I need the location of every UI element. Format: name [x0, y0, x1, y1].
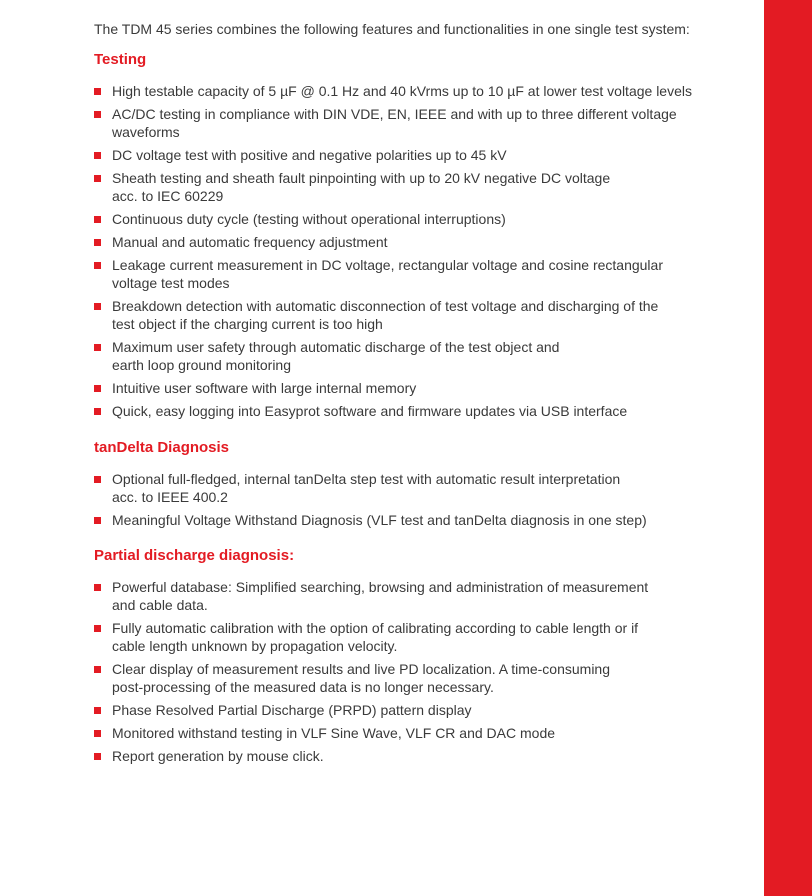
list-item [94, 297, 714, 333]
list-item-text: High testable capacity of 5 µF @ 0.1 Hz and 40 kVrms up to 10 µF at lower test voltage levels [112, 83, 692, 99]
bullet-square-icon [94, 730, 101, 737]
list-item [94, 338, 714, 374]
red-side-bar [764, 0, 812, 896]
list-item-text: Quick, easy logging into Easyprot software and firmware updates via USB interface [112, 403, 628, 419]
list-item-text: Continuous duty cycle (testing without operational interruptions) [112, 211, 506, 227]
bullet-square-icon [94, 111, 101, 118]
bullet-square-icon [94, 303, 101, 310]
list-item-text: Maximum user safety through automatic discharge of the test object and earth loop ground monitoring [112, 339, 560, 373]
section-partial-discharge [94, 546, 714, 765]
list-item-text: Sheath testing and sheath fault pinpointing with up to 20 kV negative DC voltage acc. to IEC 60229 [112, 170, 611, 204]
list-item [94, 82, 714, 100]
list-item-text: Meaningful Voltage Withstand Diagnosis (VLF test and tanDelta diagnosis in one step) [112, 512, 647, 528]
bullet-square-icon [94, 385, 101, 392]
bullet-square-icon [94, 88, 101, 95]
list-item [94, 747, 714, 765]
list-item [94, 619, 714, 655]
list-item [94, 470, 714, 506]
list-item-text: Manual and automatic frequency adjustment [112, 234, 388, 250]
section-tandelta-diagnosis [94, 438, 714, 529]
list-item-text: Fully automatic calibration with the option of calibrating according to cable length or if cable length unknown by propagation velocity. [112, 620, 639, 654]
list-item-text: Intuitive user software with large internal memory [112, 380, 417, 396]
bullet-square-icon [94, 625, 101, 632]
bullet-square-icon [94, 584, 101, 591]
bullet-square-icon [94, 239, 101, 246]
bullet-square-icon [94, 216, 101, 223]
tandelta-list [94, 470, 714, 529]
list-item-text: Phase Resolved Partial Discharge (PRPD) pattern display [112, 702, 472, 718]
section-title-tandelta: tanDelta Diagnosis [94, 439, 230, 456]
list-item [94, 233, 714, 251]
bullet-square-icon [94, 408, 101, 415]
list-item [94, 210, 714, 228]
list-item-text: Report generation by mouse click. [112, 748, 324, 764]
bullet-square-icon [94, 262, 101, 269]
list-item-text: Clear display of measurement results and live PD localization. A time-consuming post-processing of the measured data is no longer necessary. [112, 661, 611, 695]
list-item [94, 379, 714, 397]
list-item-text: AC/DC testing in compliance with DIN VDE, EN, IEEE and with up to three different voltage waveforms [112, 106, 677, 140]
list-item-text: Breakdown detection with automatic disconnection of test voltage and discharging of the test object if the charging current is too high [112, 298, 659, 332]
list-item [94, 701, 714, 719]
intro-text: The TDM 45 series combines the following features and functionalities in one single test system: [94, 21, 690, 37]
list-item [94, 402, 714, 420]
section-title-partial-discharge: Partial discharge diagnosis: [94, 547, 295, 564]
list-item [94, 256, 714, 292]
bullet-square-icon [94, 753, 101, 760]
bullet-square-icon [94, 517, 101, 524]
bullet-square-icon [94, 152, 101, 159]
section-testing [94, 50, 714, 420]
list-item [94, 169, 714, 205]
list-item-text: Monitored withstand testing in VLF Sine Wave, VLF CR and DAC mode [112, 725, 556, 741]
partial-discharge-list [94, 578, 714, 765]
bullet-square-icon [94, 707, 101, 714]
list-item-text: Powerful database: Simplified searching, browsing and administration of measurement and cable data. [112, 579, 649, 613]
section-title-testing: Testing [94, 51, 147, 68]
list-item-text: Leakage current measurement in DC voltage, rectangular voltage and cosine rectangular voltage test modes [112, 257, 663, 291]
bullet-square-icon [94, 344, 101, 351]
bullet-square-icon [94, 666, 101, 673]
list-item [94, 660, 714, 696]
bullet-square-icon [94, 175, 101, 182]
list-item [94, 146, 714, 164]
list-item-text: DC voltage test with positive and negative polarities up to 45 kV [112, 147, 507, 163]
bullet-square-icon [94, 476, 101, 483]
list-item [94, 105, 714, 141]
list-item-text: Optional full-fledged, internal tanDelta step test with automatic result interpretation acc. to IEEE 400.2 [112, 471, 621, 505]
testing-list [94, 82, 714, 420]
list-item [94, 724, 714, 742]
document-content [94, 20, 714, 770]
list-item [94, 578, 714, 614]
list-item [94, 511, 714, 529]
